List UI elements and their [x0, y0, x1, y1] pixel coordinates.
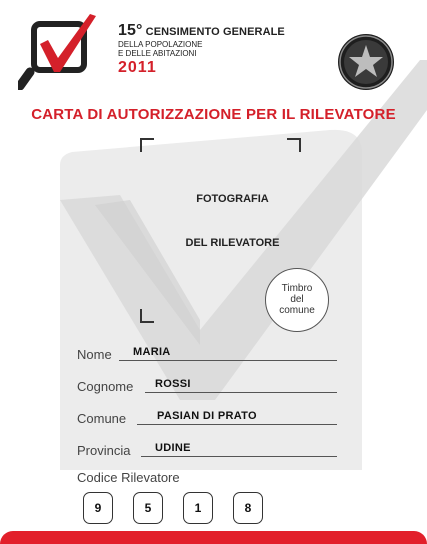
card-title: CARTA DI AUTORIZZAZIONE PER IL RILEVATORE [31, 106, 396, 123]
codice-digit-box: 8 [233, 492, 263, 524]
photo-label-line1: FOTOGRAFIA [196, 193, 269, 205]
cognome-underline [145, 392, 337, 393]
photo-frame-corner [140, 309, 154, 323]
stamp-line2: del [290, 294, 304, 305]
nome-value: MARIA [133, 346, 171, 358]
census-ordinal: 15° [118, 22, 143, 39]
provincia-label: Provincia [77, 443, 131, 458]
codice-label: Codice Rilevatore [77, 470, 180, 485]
census-heading [118, 22, 285, 77]
codice-digit-box: 1 [183, 492, 213, 524]
stamp-line3: comune [279, 305, 315, 316]
census-logo-icon [18, 10, 110, 90]
comune-label: Comune [77, 411, 127, 426]
cognome-value: ROSSI [155, 378, 191, 390]
cognome-label: Cognome [77, 379, 134, 394]
nome-label: Nome [77, 347, 112, 362]
photo-label-line2: DEL RILEVATORE [185, 237, 280, 249]
census-year: 2011 [118, 59, 157, 76]
codice-digit-box: 9 [83, 492, 113, 524]
field-comune [77, 408, 337, 426]
field-nome [77, 344, 337, 362]
municipality-stamp-circle [265, 268, 329, 332]
stamp-line1: Timbro [281, 283, 313, 294]
provincia-underline [141, 456, 337, 457]
photo-frame-corner [140, 138, 154, 152]
field-provincia [77, 440, 337, 458]
provincia-value: UDINE [155, 442, 191, 454]
comune-underline [137, 424, 337, 425]
nome-underline [119, 360, 337, 361]
comune-value: PASIAN DI PRATO [157, 410, 257, 422]
italian-emblem-icon [337, 33, 395, 91]
field-cognome [77, 376, 337, 394]
bottom-red-band [0, 531, 427, 544]
census-line2: DELLA POPOLAZIONE [118, 40, 203, 49]
census-line3: E DELLE ABITAZIONI [118, 49, 197, 58]
codice-digit-box: 5 [133, 492, 163, 524]
census-line1: CENSIMENTO GENERALE [145, 26, 285, 38]
photo-frame-corner [287, 138, 301, 152]
